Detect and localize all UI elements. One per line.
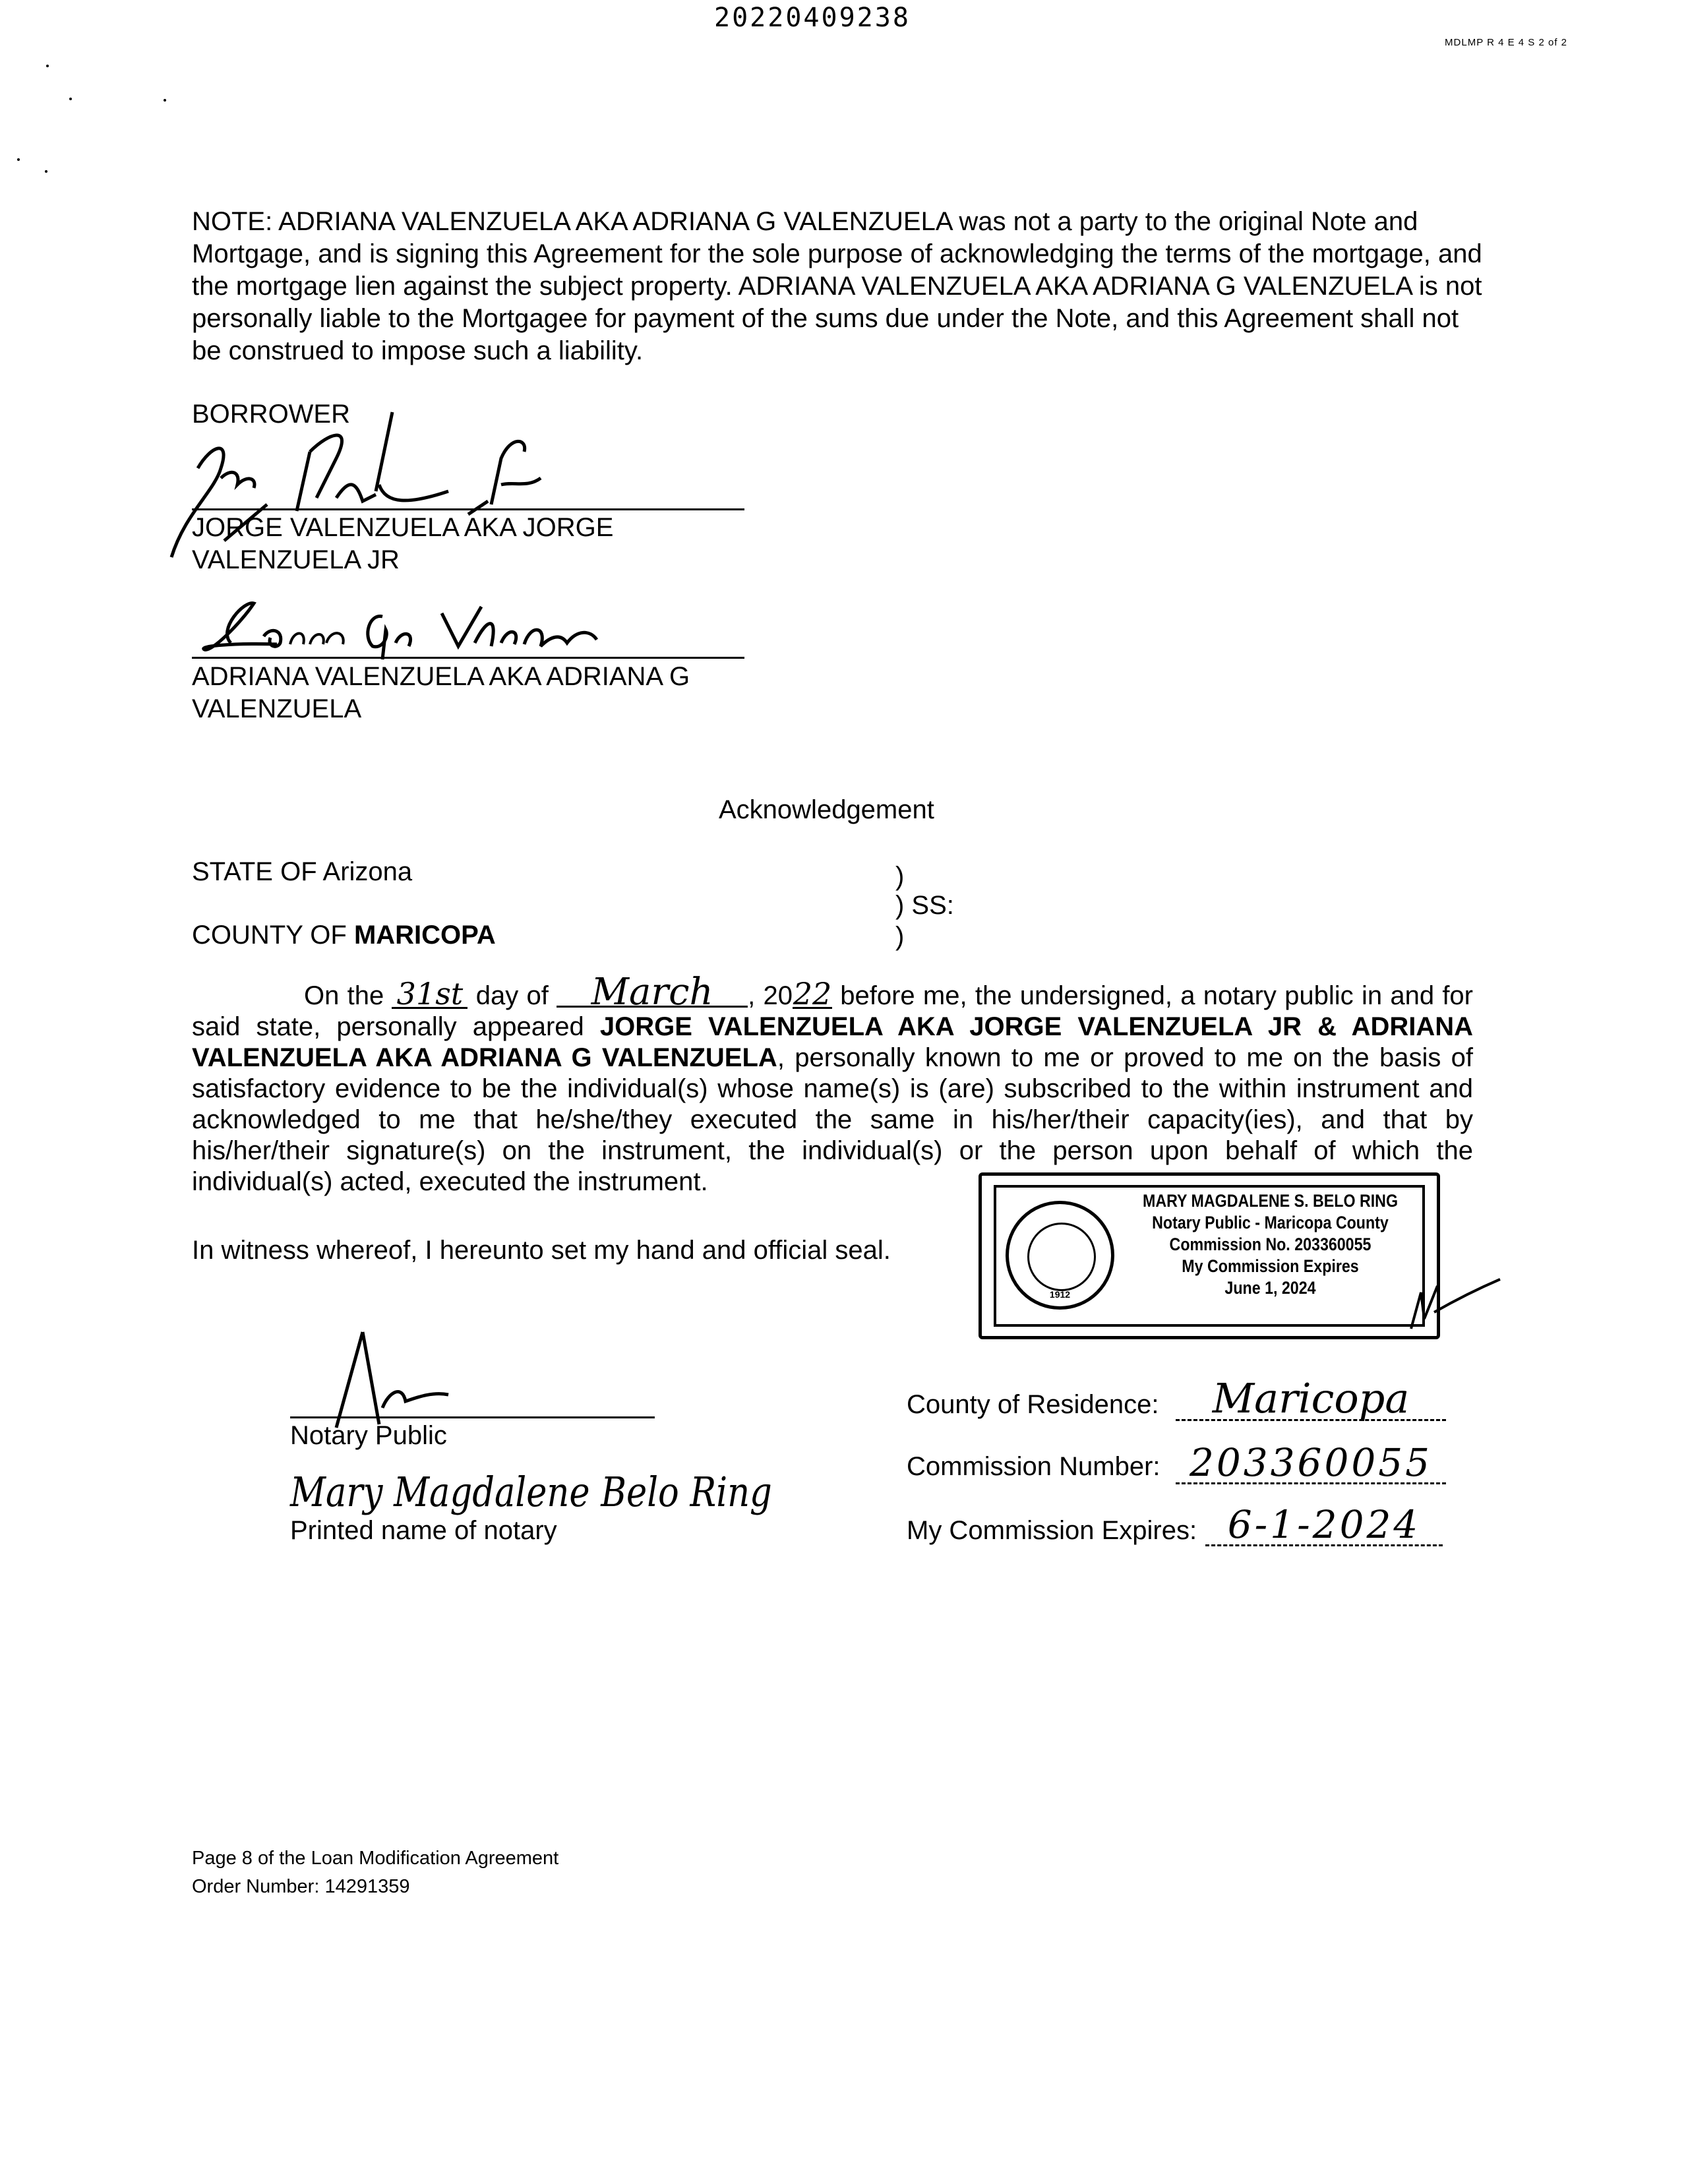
stamp-text <box>1139 1190 1402 1299</box>
stamp-expires-date: June 1, 2024 <box>1224 1278 1316 1298</box>
state-seal-icon <box>1006 1201 1114 1310</box>
stamp-name: MARY MAGDALENE S. BELO RING <box>1142 1191 1399 1211</box>
residence-label: County of Residence: <box>907 1390 1159 1419</box>
year-value: 22 <box>793 976 832 1012</box>
seal-inner-ring <box>1027 1223 1096 1291</box>
notary-printed-name-handwritten: Mary Magdalene Belo Ring <box>290 1468 772 1516</box>
day-value: 31st <box>392 981 467 1009</box>
acknowledgement-title: Acknowledgement <box>719 795 934 824</box>
footer-page-line: Page 8 of the Loan Modification Agreement <box>192 1848 559 1869</box>
day-of-text: day of <box>475 981 549 1010</box>
county-value: MARICOPA <box>353 921 496 950</box>
acknowledgement-paragraph <box>192 971 1473 1198</box>
commission-number-label: Commission Number: <box>907 1452 1160 1481</box>
scan-speck <box>46 65 49 67</box>
notary-signature-line <box>290 1416 655 1418</box>
stamp-commission: Commission No. 203360055 <box>1169 1234 1372 1254</box>
commission-number-value: 203360055 <box>1176 1443 1446 1484</box>
notary-printed-name-label: Printed name of notary <box>290 1516 557 1545</box>
stamp-expires-label: My Commission Expires <box>1182 1256 1359 1276</box>
on-the-text: On the <box>304 981 384 1010</box>
notary-signature-image <box>316 1325 462 1431</box>
scan-speck <box>17 158 20 161</box>
body-rest: , personally known to me or proved to me on the basis of satisfactory evidence to be the individual(s) whose name(s) is (are) subscribed to the within instrument and acknowledged to me that he/she/they executed the same in his/her/their capacity(ies), and that by his/her/their signature(s) on the instrument, the individual(s) or the person upon behalf of which the individual(s) acted, executed the instrument. <box>192 1043 1473 1196</box>
month-value: March <box>557 979 748 1008</box>
borrower-heading: BORROWER <box>192 400 350 429</box>
paren-top: ) <box>895 862 905 891</box>
intro-rest: before me, the undersigned, a notary public in and for said state, personally appeared <box>192 981 1473 1041</box>
scan-speck <box>164 99 166 102</box>
seal-year: 1912 <box>1049 1289 1071 1300</box>
borrower2-name-line1: ADRIANA VALENZUELA AKA ADRIANA G <box>192 662 690 691</box>
expires-label: My Commission Expires: <box>907 1516 1197 1545</box>
document-number: 20220409238 <box>714 3 911 33</box>
expires-value: 6-1-2024 <box>1205 1505 1443 1546</box>
scan-speck <box>69 98 72 100</box>
footer-order-number: Order Number: 14291359 <box>192 1876 410 1897</box>
notary-stamp <box>979 1172 1440 1339</box>
year-prefix: , 20 <box>748 981 793 1010</box>
witness-text: In witness whereof, I hereunto set my hand and official seal. <box>192 1236 891 1265</box>
borrower2-name-line2: VALENZUELA <box>192 694 362 723</box>
county-prefix: COUNTY OF <box>192 921 354 950</box>
note-paragraph: NOTE: ADRIANA VALENZUELA AKA ADRIANA G VALENZUELA was not a party to the original Note and Mortgage, and is signing this Agreement for the sole purpose of acknowledging the terms of the mortgage, and the mortgage lien against the subject property. ADRIANA VALENZUELA AKA ADRIANA G VALENZUELA is not personally liable to the Mortgagee for payment of the sums due under the Note, and this Agreement shall not be construed to impose such a liability. <box>192 207 1482 365</box>
borrower1-name-line1: JORGE VALENZUELA AKA JORGE <box>192 513 614 542</box>
stamp-initials-mark <box>1398 1273 1503 1332</box>
paren-ss: ) SS: <box>895 891 954 920</box>
state-label: STATE OF Arizona <box>192 857 413 886</box>
page-code: MDLMP R 4 E 4 S 2 of 2 <box>1445 37 1567 48</box>
borrower1-name-line2: VALENZUELA JR <box>192 545 400 574</box>
borrower2-signature-line <box>192 657 744 659</box>
scan-speck <box>45 170 47 173</box>
paren-bottom: ) <box>895 922 905 951</box>
residence-value: Maricopa <box>1176 1378 1446 1421</box>
notary-public-label: Notary Public <box>290 1421 447 1450</box>
county-label <box>192 919 496 952</box>
borrower1-signature-line <box>192 508 744 510</box>
stamp-title: Notary Public - Maricopa County <box>1152 1213 1389 1232</box>
borrower2-signature-image <box>191 590 666 663</box>
appeared-names: JORGE VALENZUELA AKA JORGE VALENZUELA JR & ADRIANA VALENZUELA AKA ADRIANA G VALENZUELA <box>192 1012 1473 1072</box>
